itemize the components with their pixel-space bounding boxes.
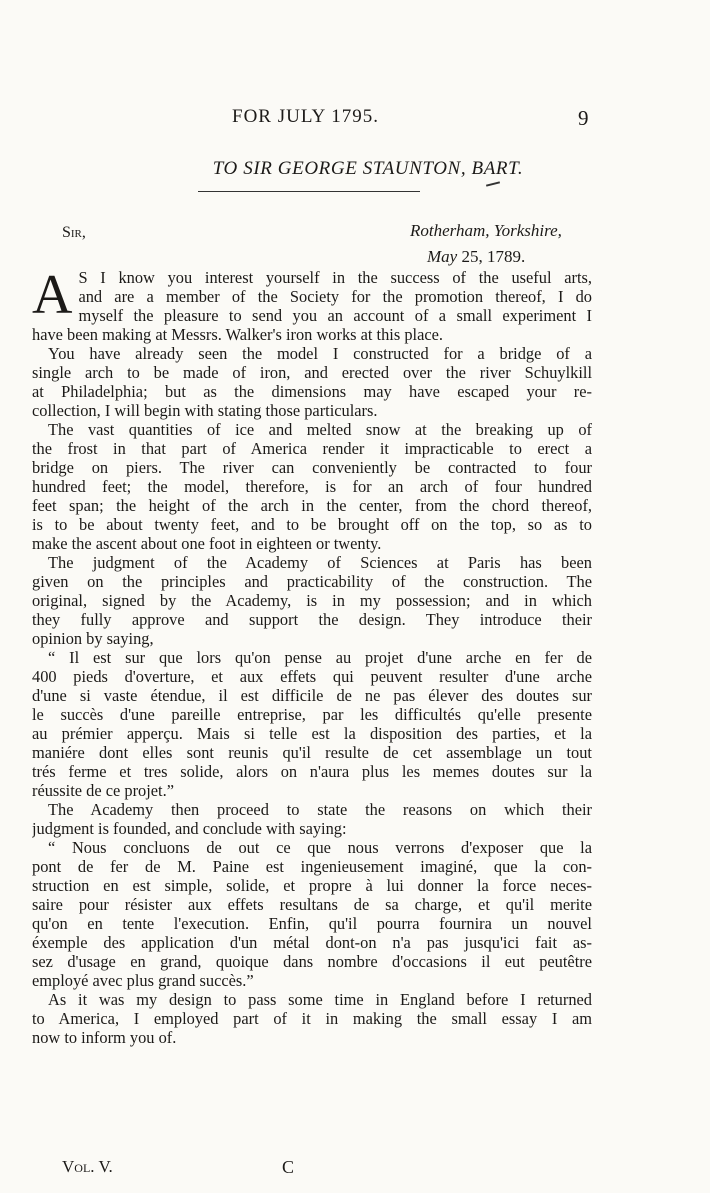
article-title: TO SIR GEORGE STAUNTON, BART. [212,158,524,179]
text-line: “ Il est sur que lors qu'on pense au projet d'une arche en fer de [48,648,592,667]
text-line: bridge on piers. The river can conveniently be contracted to four [32,458,592,477]
text-line: single arch to be made of iron, and erected over the river Schuylkill [32,363,592,382]
text-line: S I know you interest yourself in the success of the useful arts, [78,268,592,287]
text-line: d'une si vaste étendue, il est difficile de ne pas élever des doutes sur [32,686,592,705]
text-line: employé avec plus grand succès.” [32,971,254,990]
text-line: The vast quantities of ice and melted snow at the breaking up of [48,420,592,439]
page-number: 9 [578,106,590,130]
paragraph [32,420,592,553]
text-line: sez d'usage en grand, quoique dans nombre d'occasions il eut peutêtre [32,952,592,971]
text-line: have been making at Messrs. Walker's iron works at this place. [32,325,443,344]
text-line: is to be about twenty feet, and to be brought off on the top, so as to [32,515,592,534]
text-line: to America, I employed part of it in making the small essay I am [32,1009,592,1028]
text-line: “ Nous concluons de out ce que nous verrons d'exposer que la [48,838,592,857]
text-line: pont de fer de M. Paine est ingenieusement imaginé, que la con- [32,857,592,876]
text-line: original, signed by the Academy, is in my possession; and in which [32,591,592,610]
paragraph [32,990,592,1047]
text-line: au prémier apperçu. Mais si telle est la disposition des parties, et la [32,724,592,743]
text-line: maniére dont elles sont reunis qu'il resulte de cet assemblage un tout [32,743,592,762]
text-line: judgment is founded, and conclude with saying: [32,819,347,838]
text-line: éxemple des application d'un métal dont-on n'a pas jusqu'ici fait as- [32,933,592,952]
title-rule [198,191,420,192]
letter-place: Rotherham, Yorkshire, [410,221,562,240]
paragraph [32,344,592,420]
text-line: feet span; the height of the arch in the center, from the chord thereof, [32,496,592,515]
letter-body [32,268,592,1047]
text-line: now to inform you of. [32,1028,177,1047]
date-rest: 25, 1789. [457,247,526,266]
rule-mark [486,181,500,186]
text-line: and are a member of the Society for the promotion thereof, I do [78,287,592,306]
paragraph [32,800,592,838]
text-line: trés ferme et tres solide, alors on n'aura plus les memes doutes sur la [32,762,592,781]
date-month: May [427,247,458,266]
text-line: given on the principles and practicability of the construction. The [32,572,592,591]
text-line: You have already seen the model I constructed for a bridge of a [48,344,592,363]
text-line: collection, I will begin with stating those particulars. [32,401,378,420]
signature-mark: Vol. V. [62,1157,113,1176]
text-line: make the ascent about one foot in eighteen or twenty. [32,534,382,553]
drop-cap: A [32,268,73,326]
paragraph [32,648,592,800]
paragraph [32,838,592,990]
text-line: le succès d'une pareille entreprise, par les difficultés qu'elle presente [32,705,592,724]
text-line: myself the pleasure to send you an account of a small experiment I [78,306,592,325]
running-title: FOR JULY 1795. [232,106,380,127]
text-line: opinion by saying, [32,629,154,648]
text-line: As it was my design to pass some time in England before I returned [48,990,592,1009]
text-line: they fully approve and support the design. They introduce their [32,610,592,629]
text-line: hundred feet; the model, therefore, is for an arch of four hundred [32,477,592,496]
text-line: 400 pieds d'overture, et aux effets qui peuvent resulter d'une arche [32,667,592,686]
letter-date [427,247,525,267]
salutation: Sir, [62,224,86,241]
text-line: The judgment of the Academy of Sciences at Paris has been [48,553,592,572]
text-line: the frost in that part of America render it impracticable to erect a [32,439,592,458]
text-line: struction en est simple, solide, et propre à lui donner la force neces- [32,876,592,895]
paragraph [32,553,592,648]
text-line: saire pour résister aux effets resultans de sa charge, et qu'il merite [32,895,592,914]
signature-letter: C [282,1157,295,1177]
text-line: qu'on en tente l'execution. Enfin, qu'il pourra fournira un nouvel [32,914,592,933]
text-line: at Philadelphia; but as the dimensions may have escaped your re- [32,382,592,401]
text-line: The Academy then proceed to state the reasons on which their [48,800,592,819]
paragraph [32,268,592,344]
text-line: réussite de ce projet.” [32,781,174,800]
